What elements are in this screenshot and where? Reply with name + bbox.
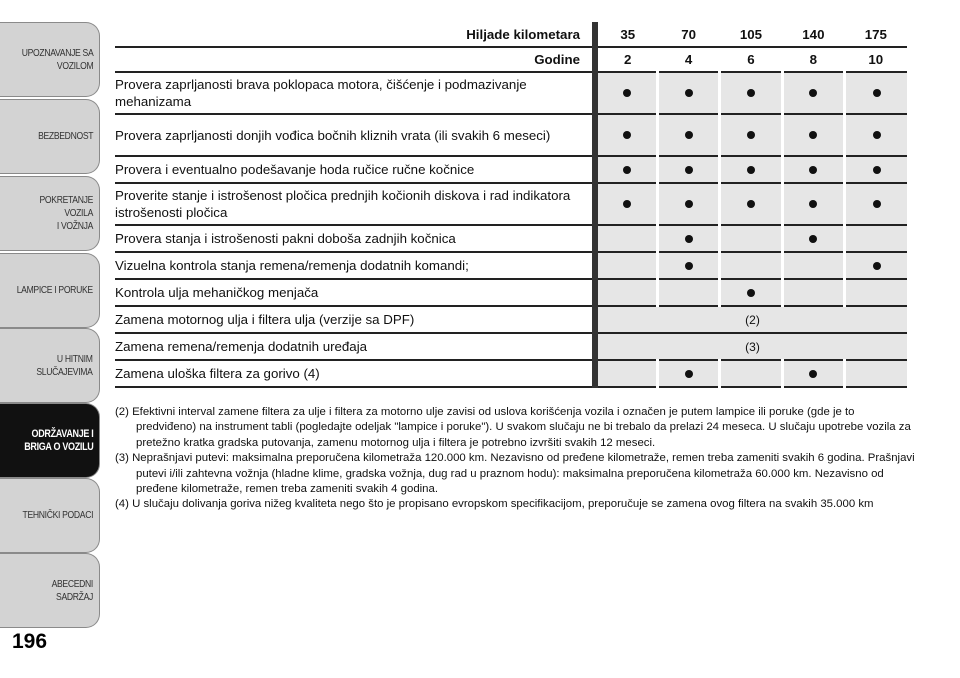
interval-cell bbox=[845, 360, 907, 387]
interval-cell bbox=[595, 114, 657, 156]
interval-cell bbox=[845, 156, 907, 183]
tab-lampice-i-poruke[interactable]: LAMPICE I PORUKE bbox=[0, 253, 100, 328]
interval-cell bbox=[657, 183, 719, 225]
km-header: 35 bbox=[595, 22, 657, 47]
year-header: 4 bbox=[657, 47, 719, 72]
check-dot-icon bbox=[809, 200, 817, 208]
interval-cell bbox=[720, 279, 782, 306]
interval-cell bbox=[657, 279, 719, 306]
operation-label: Vizuelna kontrola stanja remena/remenja dodatnih komandi; bbox=[115, 252, 595, 279]
interval-cell bbox=[845, 225, 907, 252]
check-dot-icon bbox=[809, 89, 817, 97]
interval-cell bbox=[845, 279, 907, 306]
interval-cell bbox=[720, 225, 782, 252]
tab-odrzavanje-i-briga[interactable]: ODRŽAVANJE I BRIGA O VOZILU bbox=[0, 403, 100, 478]
interval-note: (2) bbox=[595, 306, 907, 333]
interval-cell bbox=[845, 114, 907, 156]
interval-cell bbox=[595, 360, 657, 387]
operation-label: Zamena remena/remenja dodatnih uređaja bbox=[115, 333, 595, 360]
year-header: 10 bbox=[845, 47, 907, 72]
tab-abecedni-sadrzaj[interactable]: ABECEDNI SADRŽAJ bbox=[0, 553, 100, 628]
year-header: 6 bbox=[720, 47, 782, 72]
check-dot-icon bbox=[747, 166, 755, 174]
check-dot-icon bbox=[747, 289, 755, 297]
operation-label: Zamena uloška filtera za gorivo (4) bbox=[115, 360, 595, 387]
table-row bbox=[115, 225, 907, 252]
check-dot-icon bbox=[809, 166, 817, 174]
interval-cell bbox=[720, 183, 782, 225]
table-row bbox=[115, 114, 907, 156]
interval-cell bbox=[782, 225, 844, 252]
interval-cell bbox=[782, 183, 844, 225]
interval-cell bbox=[595, 72, 657, 114]
table-row bbox=[115, 183, 907, 225]
check-dot-icon bbox=[685, 131, 693, 139]
interval-cell bbox=[657, 360, 719, 387]
interval-cell bbox=[782, 156, 844, 183]
interval-cell bbox=[657, 114, 719, 156]
table-row bbox=[115, 252, 907, 279]
interval-cell bbox=[595, 183, 657, 225]
km-header: 175 bbox=[845, 22, 907, 47]
interval-note: (3) bbox=[595, 333, 907, 360]
year-header: 8 bbox=[782, 47, 844, 72]
table-row bbox=[115, 72, 907, 114]
check-dot-icon bbox=[873, 200, 881, 208]
interval-cell bbox=[657, 225, 719, 252]
interval-cell bbox=[595, 225, 657, 252]
footnote-4: (4) U slučaju dolivanja goriva nižeg kvaliteta nego što je propisano evropskom specifikacijom, preporučuje se zamena ovog filtera na svakih 35.000 km bbox=[115, 498, 874, 511]
tab-u-hitnim-slucajevima[interactable]: U HITNIM SLUČAJEVIMA bbox=[0, 328, 100, 403]
interval-cell bbox=[845, 252, 907, 279]
check-dot-icon bbox=[685, 166, 693, 174]
interval-cell bbox=[720, 360, 782, 387]
check-dot-icon bbox=[623, 131, 631, 139]
check-dot-icon bbox=[685, 235, 693, 243]
check-dot-icon bbox=[685, 262, 693, 270]
operation-label: Provera stanja i istrošenosti pakni doboša zadnjih kočnica bbox=[115, 225, 595, 252]
table-row bbox=[115, 156, 907, 183]
operation-label: Provera zaprljanosti donjih vođica bočnih kliznih vrata (ili svakih 6 meseci) bbox=[115, 114, 595, 156]
interval-cell bbox=[845, 72, 907, 114]
check-dot-icon bbox=[747, 89, 755, 97]
check-dot-icon bbox=[685, 200, 693, 208]
check-dot-icon bbox=[809, 370, 817, 378]
year-header: 2 bbox=[595, 47, 657, 72]
footnotes bbox=[115, 405, 915, 513]
operation-label: Kontrola ulja mehaničkog menjača bbox=[115, 279, 595, 306]
table-row bbox=[115, 333, 907, 360]
tab-pokretanje-vozila[interactable]: POKRETANJE VOZILA I VOŽNJA bbox=[0, 176, 100, 251]
interval-cell bbox=[720, 72, 782, 114]
interval-cell bbox=[657, 72, 719, 114]
km-header: 70 bbox=[657, 22, 719, 47]
maintenance-schedule-table bbox=[115, 22, 907, 388]
km-header: 140 bbox=[782, 22, 844, 47]
interval-cell bbox=[595, 279, 657, 306]
table-row bbox=[115, 360, 907, 387]
check-dot-icon bbox=[809, 235, 817, 243]
operation-label: Provera zaprljanosti brava poklopaca motora, čišćenje i podmazivanje mehanizama bbox=[115, 72, 595, 114]
check-dot-icon bbox=[685, 89, 693, 97]
footnote-2: (2) Efektivni interval zamene filtera za ulje i filtera za motorno ulje zavisi od uslova korišćenja vozila i označen je putem lampice ili poruke (gde je to predviđeno) na instrument tabli (pogledajte odeljak "lampice i poruke"). U svakom slučaju ne bi trebalo da prelazi 24 meseca. U slučaju upotrebe vozila za pretežno kratka gradska putovanja, zamenu motornog ulja i filtera je potrebno izvršiti svakih 12 meseci. bbox=[115, 406, 911, 449]
table-row bbox=[115, 306, 907, 333]
check-dot-icon bbox=[873, 131, 881, 139]
km-label: Hiljade kilometara bbox=[115, 22, 595, 47]
tab-upoznavanje-sa-vozilom[interactable]: UPOZNAVANJE SA VOZILOM bbox=[0, 22, 100, 97]
check-dot-icon bbox=[873, 89, 881, 97]
page-number: 196 bbox=[12, 630, 48, 653]
operation-label: Zamena motornog ulja i filtera ulja (verzije sa DPF) bbox=[115, 306, 595, 333]
years-label: Godine bbox=[115, 47, 595, 72]
interval-cell bbox=[782, 360, 844, 387]
interval-cell bbox=[657, 252, 719, 279]
tab-bezbednost[interactable]: BEZBEDNOST bbox=[0, 99, 100, 174]
header-row-years bbox=[115, 47, 907, 72]
check-dot-icon bbox=[873, 166, 881, 174]
interval-cell bbox=[782, 114, 844, 156]
check-dot-icon bbox=[747, 131, 755, 139]
operation-label: Proverite stanje i istrošenost pločica prednjih kočionih diskova i rad indikatora istrošenosti pločica bbox=[115, 183, 595, 225]
check-dot-icon bbox=[685, 370, 693, 378]
operation-label: Provera i eventualno podešavanje hoda ručice ručne kočnice bbox=[115, 156, 595, 183]
interval-cell bbox=[595, 252, 657, 279]
interval-cell bbox=[720, 114, 782, 156]
interval-cell bbox=[720, 252, 782, 279]
check-dot-icon bbox=[623, 200, 631, 208]
check-dot-icon bbox=[809, 131, 817, 139]
interval-cell bbox=[720, 156, 782, 183]
check-dot-icon bbox=[747, 200, 755, 208]
km-header: 105 bbox=[720, 22, 782, 47]
header-row-km bbox=[115, 22, 907, 47]
interval-cell bbox=[782, 279, 844, 306]
interval-cell bbox=[595, 156, 657, 183]
tab-tehnicki-podaci[interactable]: TEHNIČKI PODACI bbox=[0, 478, 100, 553]
interval-cell bbox=[782, 252, 844, 279]
interval-cell bbox=[782, 72, 844, 114]
check-dot-icon bbox=[623, 89, 631, 97]
check-dot-icon bbox=[873, 262, 881, 270]
footnote-3: (3) Neprašnjavi putevi: maksimalna preporučena kilometraža 120.000 km. Nezavisno od pređene kilometraže, remen treba zameniti svakih 6 godina. Prašnjavi putevi i/ili zahtevna vožnja (hladne klime, gradska vožnja, dug rad u praznom hodu): maksimalna preporučena kilometraža 60.000 km. Nezavisno od pređene kilometraže, remen treba zameniti svakih 4 godina. bbox=[115, 452, 915, 496]
interval-cell bbox=[845, 183, 907, 225]
check-dot-icon bbox=[623, 166, 631, 174]
interval-cell bbox=[657, 156, 719, 183]
table-row bbox=[115, 279, 907, 306]
